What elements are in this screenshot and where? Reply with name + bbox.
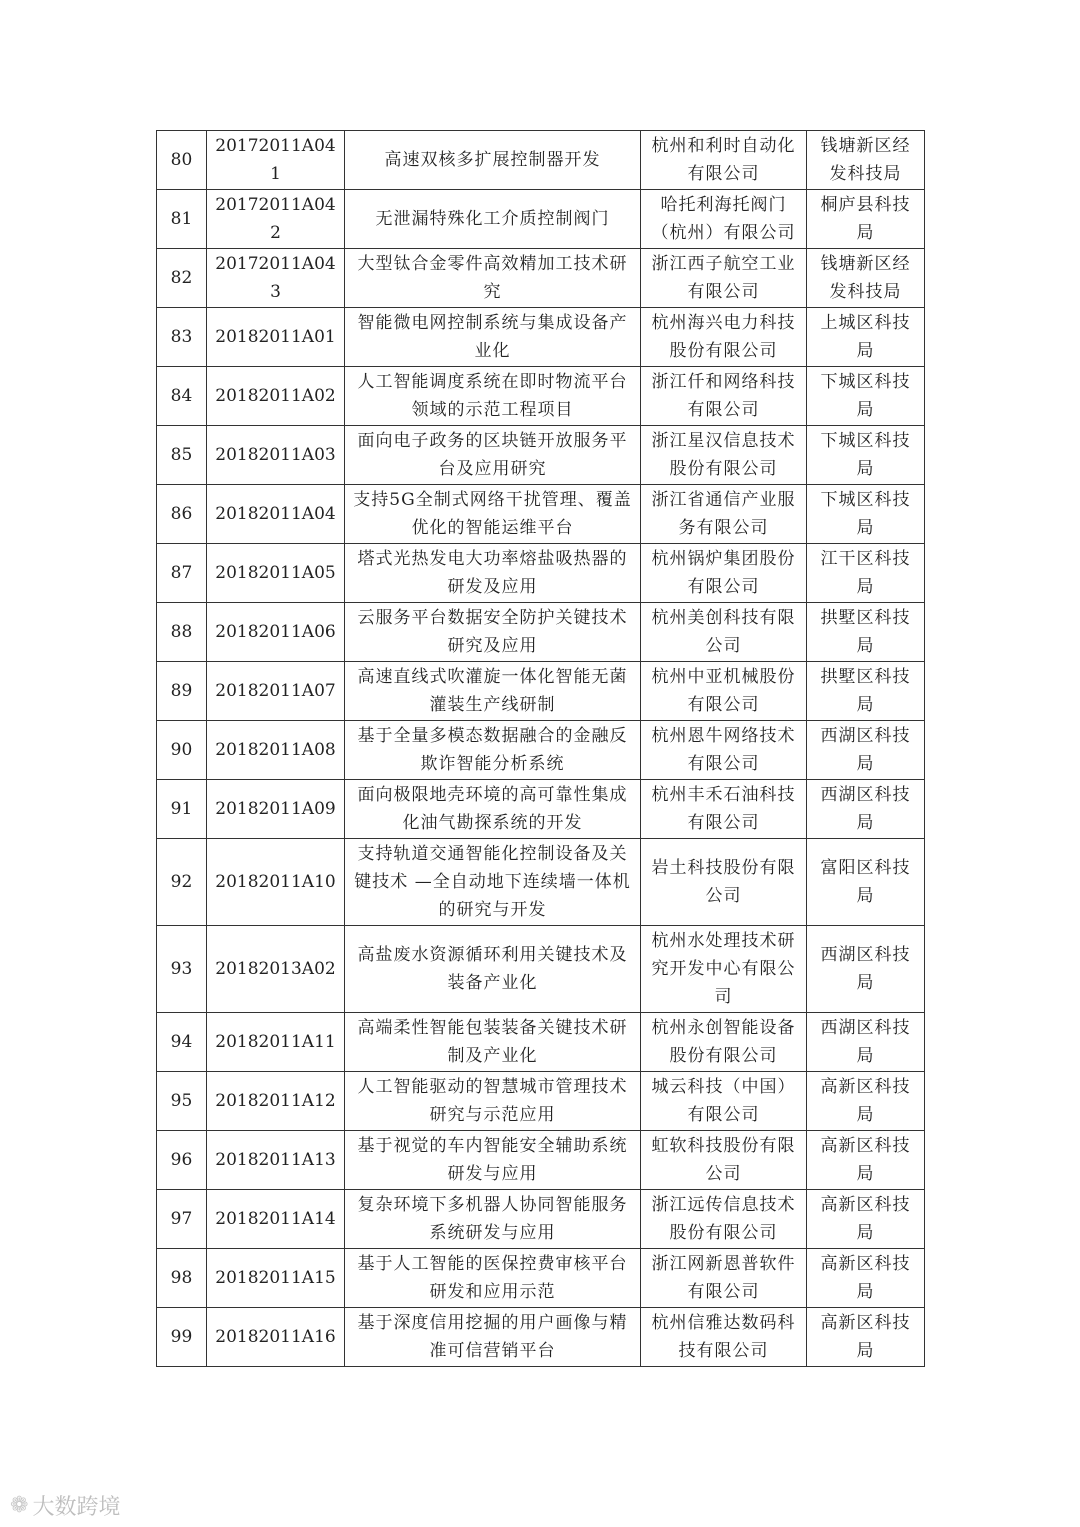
organization: 杭州恩牛网络技术有限公司	[641, 721, 807, 780]
table-row	[157, 1308, 925, 1367]
project-code: 20182011A13	[207, 1131, 345, 1190]
row-number: 97	[157, 1190, 207, 1249]
row-number: 80	[157, 131, 207, 190]
table-row	[157, 190, 925, 249]
project-code: 20182011A09	[207, 780, 345, 839]
department: 拱墅区科技局	[807, 603, 925, 662]
organization: 浙江西子航空工业有限公司	[641, 249, 807, 308]
organization: 哈托利海托阀门（杭州）有限公司	[641, 190, 807, 249]
project-code: 20182011A16	[207, 1308, 345, 1367]
row-number: 83	[157, 308, 207, 367]
project-name: 基于深度信用挖掘的用户画像与精准可信营销平台	[345, 1308, 641, 1367]
row-number: 92	[157, 839, 207, 926]
organization: 浙江星汉信息技术股份有限公司	[641, 426, 807, 485]
table-row	[157, 780, 925, 839]
project-name: 基于视觉的车内智能安全辅助系统研发与应用	[345, 1131, 641, 1190]
project-code: 20182013A02	[207, 926, 345, 1013]
organization: 杭州中亚机械股份有限公司	[641, 662, 807, 721]
project-name: 无泄漏特殊化工介质控制阀门	[345, 190, 641, 249]
organization: 杭州和利时自动化有限公司	[641, 131, 807, 190]
department: 上城区科技局	[807, 308, 925, 367]
project-name: 智能微电网控制系统与集成设备产业化	[345, 308, 641, 367]
department: 西湖区科技局	[807, 780, 925, 839]
row-number: 95	[157, 1072, 207, 1131]
row-number: 93	[157, 926, 207, 1013]
organization: 杭州海兴电力科技股份有限公司	[641, 308, 807, 367]
project-code: 20182011A06	[207, 603, 345, 662]
project-name: 大型钛合金零件高效精加工技术研究	[345, 249, 641, 308]
department: 高新区科技局	[807, 1072, 925, 1131]
table-row	[157, 131, 925, 190]
row-number: 85	[157, 426, 207, 485]
project-name: 人工智能调度系统在即时物流平台领域的示范工程项目	[345, 367, 641, 426]
row-number: 90	[157, 721, 207, 780]
row-number: 99	[157, 1308, 207, 1367]
organization: 杭州锅炉集团股份有限公司	[641, 544, 807, 603]
table-row	[157, 308, 925, 367]
table-row	[157, 485, 925, 544]
project-name: 高盐废水资源循环利用关键技术及装备产业化	[345, 926, 641, 1013]
department: 高新区科技局	[807, 1190, 925, 1249]
organization: 杭州美创科技有限公司	[641, 603, 807, 662]
table-row	[157, 1131, 925, 1190]
table-row	[157, 662, 925, 721]
table-row	[157, 1072, 925, 1131]
project-name: 塔式光热发电大功率熔盐吸热器的研发及应用	[345, 544, 641, 603]
chat-bubble-icon: ❁	[10, 1493, 29, 1518]
organization: 岩土科技股份有限公司	[641, 839, 807, 926]
department: 钱塘新区经发科技局	[807, 131, 925, 190]
project-name: 支持5G全制式网络干扰管理、覆盖优化的智能运维平台	[345, 485, 641, 544]
department: 西湖区科技局	[807, 1013, 925, 1072]
project-code: 20172011A041	[207, 131, 345, 190]
watermark-text: 大数跨境	[32, 1495, 121, 1520]
project-code: 20182011A14	[207, 1190, 345, 1249]
table-row	[157, 603, 925, 662]
row-number: 94	[157, 1013, 207, 1072]
row-number: 81	[157, 190, 207, 249]
project-code: 20182011A08	[207, 721, 345, 780]
department: 下城区科技局	[807, 485, 925, 544]
organization: 浙江远传信息技术股份有限公司	[641, 1190, 807, 1249]
row-number: 96	[157, 1131, 207, 1190]
department: 下城区科技局	[807, 426, 925, 485]
project-name: 高端柔性智能包装装备关键技术研制及产业化	[345, 1013, 641, 1072]
department: 高新区科技局	[807, 1131, 925, 1190]
project-code: 20182011A10	[207, 839, 345, 926]
row-number: 87	[157, 544, 207, 603]
table-row	[157, 926, 925, 1013]
department: 西湖区科技局	[807, 721, 925, 780]
table-row	[157, 1190, 925, 1249]
project-code: 20182011A05	[207, 544, 345, 603]
project-name: 高速直线式吹灌旋一体化智能无菌灌装生产线研制	[345, 662, 641, 721]
table-row	[157, 1013, 925, 1072]
project-code: 20182011A07	[207, 662, 345, 721]
organization: 虹软科技股份有限公司	[641, 1131, 807, 1190]
row-number: 89	[157, 662, 207, 721]
watermark	[10, 1490, 120, 1521]
table-row	[157, 721, 925, 780]
table-row	[157, 249, 925, 308]
organization: 杭州信雅达数码科技有限公司	[641, 1308, 807, 1367]
project-code: 20182011A15	[207, 1249, 345, 1308]
table-row	[157, 544, 925, 603]
table-body	[157, 131, 925, 1367]
row-number: 91	[157, 780, 207, 839]
project-name: 高速双核多扩展控制器开发	[345, 131, 641, 190]
project-name: 面向极限地壳环境的高可靠性集成化油气勘探系统的开发	[345, 780, 641, 839]
organization: 浙江仟和网络科技有限公司	[641, 367, 807, 426]
project-code: 20182011A01	[207, 308, 345, 367]
department: 西湖区科技局	[807, 926, 925, 1013]
project-code: 20182011A03	[207, 426, 345, 485]
department: 高新区科技局	[807, 1249, 925, 1308]
row-number: 98	[157, 1249, 207, 1308]
department: 桐庐县科技局	[807, 190, 925, 249]
table-row	[157, 839, 925, 926]
project-code: 20172011A043	[207, 249, 345, 308]
department: 钱塘新区经发科技局	[807, 249, 925, 308]
row-number: 82	[157, 249, 207, 308]
project-code: 20182011A11	[207, 1013, 345, 1072]
project-name: 基于人工智能的医保控费审核平台研发和应用示范	[345, 1249, 641, 1308]
row-number: 88	[157, 603, 207, 662]
organization: 杭州水处理技术研究开发中心有限公司	[641, 926, 807, 1013]
project-name: 基于全量多模态数据融合的金融反欺诈智能分析系统	[345, 721, 641, 780]
table-row	[157, 1249, 925, 1308]
organization: 浙江网新恩普软件有限公司	[641, 1249, 807, 1308]
organization: 浙江省通信产业服务有限公司	[641, 485, 807, 544]
organization: 杭州丰禾石油科技有限公司	[641, 780, 807, 839]
table-row	[157, 426, 925, 485]
project-list-table	[156, 130, 925, 1367]
department: 富阳区科技局	[807, 839, 925, 926]
department: 下城区科技局	[807, 367, 925, 426]
project-name: 云服务平台数据安全防护关键技术研究及应用	[345, 603, 641, 662]
organization: 杭州永创智能设备股份有限公司	[641, 1013, 807, 1072]
row-number: 84	[157, 367, 207, 426]
department: 江干区科技局	[807, 544, 925, 603]
project-name: 支持轨道交通智能化控制设备及关键技术 —全自动地下连续墙一体机的研究与开发	[345, 839, 641, 926]
project-name: 复杂环境下多机器人协同智能服务系统研发与应用	[345, 1190, 641, 1249]
department: 拱墅区科技局	[807, 662, 925, 721]
row-number: 86	[157, 485, 207, 544]
table-row	[157, 367, 925, 426]
project-code: 20172011A042	[207, 190, 345, 249]
project-name: 面向电子政务的区块链开放服务平台及应用研究	[345, 426, 641, 485]
department: 高新区科技局	[807, 1308, 925, 1367]
project-code: 20182011A12	[207, 1072, 345, 1131]
project-code: 20182011A02	[207, 367, 345, 426]
project-code: 20182011A04	[207, 485, 345, 544]
organization: 城云科技（中国）有限公司	[641, 1072, 807, 1131]
project-name: 人工智能驱动的智慧城市管理技术研究与示范应用	[345, 1072, 641, 1131]
